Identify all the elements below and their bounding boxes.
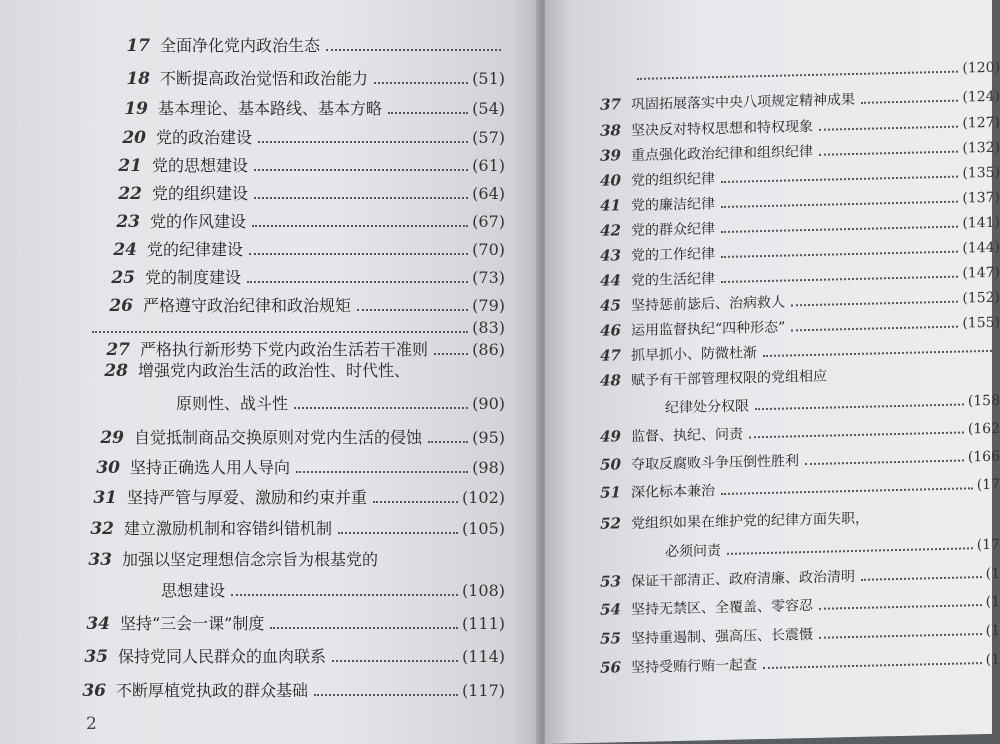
entry-number: 44 bbox=[600, 271, 621, 290]
dot-leader bbox=[721, 487, 973, 495]
entry-number: 52 bbox=[600, 514, 621, 533]
entry-number: 43 bbox=[600, 246, 621, 265]
entry-number: 54 bbox=[600, 600, 621, 619]
entry-page: (95) bbox=[472, 428, 505, 447]
entry-page: (90) bbox=[472, 394, 505, 413]
entry-number: 22 bbox=[118, 184, 142, 204]
entry-number: 50 bbox=[600, 455, 621, 474]
entry-page: (1 bbox=[985, 593, 1000, 611]
toc-entry bbox=[585, 563, 1000, 592]
dot-leader bbox=[805, 459, 964, 465]
entry-number: 53 bbox=[600, 572, 621, 591]
dot-leader bbox=[254, 197, 468, 199]
dot-leader bbox=[749, 431, 964, 438]
entry-page: (144) bbox=[962, 239, 1000, 257]
dot-leader bbox=[338, 532, 458, 534]
dot-leader bbox=[763, 350, 996, 357]
entry-title: 原则性、战斗性 bbox=[176, 394, 289, 413]
entry-number: 28 bbox=[104, 361, 128, 381]
entry-number: 19 bbox=[124, 99, 148, 119]
entry-number: 45 bbox=[600, 296, 621, 315]
toc-entry bbox=[70, 678, 505, 701]
entry-page: (61) bbox=[472, 156, 505, 175]
dot-leader bbox=[727, 547, 973, 555]
dot-leader bbox=[755, 403, 964, 410]
entry-page: (54) bbox=[472, 99, 505, 118]
entry-page: (67) bbox=[472, 212, 505, 231]
toc-entry bbox=[585, 162, 1000, 191]
toc-entry bbox=[585, 362, 1000, 391]
entry-title: 党的政治建设 bbox=[156, 128, 253, 147]
entry-title: 保持党同人民群众的血肉联系 bbox=[118, 647, 327, 666]
toc-entry bbox=[106, 153, 505, 176]
entry-page: (64) bbox=[472, 184, 505, 203]
entry-number: 55 bbox=[600, 629, 621, 648]
dot-leader bbox=[428, 441, 468, 443]
dot-leader bbox=[254, 169, 468, 171]
entry-title: 不断厚植党执政的群众基础 bbox=[116, 681, 309, 700]
entry-page: (135) bbox=[962, 164, 1000, 182]
dot-leader bbox=[294, 407, 468, 409]
dot-leader bbox=[247, 281, 468, 283]
dot-leader bbox=[819, 126, 958, 131]
entry-title: 赋予有干部管理权限的党组相应 bbox=[631, 368, 827, 390]
dot-leader bbox=[721, 201, 958, 208]
entry-title: 党的群众纪律 bbox=[631, 221, 715, 240]
entry-page: (137) bbox=[962, 189, 1000, 207]
entry-title: 党的组织建设 bbox=[152, 184, 249, 203]
toc-entry bbox=[585, 474, 1000, 503]
toc-entry bbox=[99, 265, 505, 288]
toc-entry bbox=[114, 66, 505, 89]
entry-number: 36 bbox=[82, 681, 106, 701]
entry-title: 增强党内政治生活的政治性、时代性、 bbox=[138, 361, 411, 380]
entry-page: (108) bbox=[461, 581, 505, 600]
entry-title: 巩固拓展落实中央八项规定精神成果 bbox=[631, 91, 855, 114]
entry-number: 30 bbox=[96, 458, 120, 478]
toc-entry bbox=[72, 644, 505, 667]
toc-entry bbox=[619, 390, 1000, 419]
toc-entry bbox=[40, 318, 505, 337]
entry-title: 坚持受贿行贿一起查 bbox=[631, 657, 757, 677]
entry-page: (17 bbox=[976, 536, 1000, 554]
entry-page: (166 bbox=[967, 448, 1000, 466]
entry-title: 严格执行新形势下党内政治生活若干准则 bbox=[140, 340, 429, 359]
page-number: 2 bbox=[86, 714, 97, 734]
entry-number: 41 bbox=[600, 196, 621, 215]
dot-leader bbox=[791, 326, 958, 332]
entry-page: (158 bbox=[967, 392, 1000, 410]
entry-page: (141) bbox=[962, 214, 1000, 232]
dot-leader bbox=[721, 251, 958, 258]
entry-title: 党的工作纪律 bbox=[631, 246, 715, 265]
entry-page: (147) bbox=[962, 264, 1000, 282]
entry-page: (1 bbox=[985, 565, 1000, 583]
entry-page: (152) bbox=[962, 289, 1000, 307]
entry-page: (120) bbox=[962, 59, 1000, 77]
entry-number: 39 bbox=[600, 146, 621, 165]
entry-number: 24 bbox=[113, 240, 137, 260]
entry-page: (70) bbox=[472, 240, 505, 259]
entry-number: 46 bbox=[600, 321, 621, 340]
toc-entry bbox=[585, 187, 1000, 216]
dot-leader bbox=[332, 660, 458, 662]
entry-page: (132) bbox=[962, 139, 1000, 157]
entry-number: 18 bbox=[126, 69, 150, 89]
entry-title: 党的纪律建设 bbox=[147, 240, 244, 259]
toc-entry bbox=[585, 86, 1000, 115]
toc-entry bbox=[585, 620, 1000, 649]
entry-title: 不断提高政治觉悟和政治能力 bbox=[160, 69, 369, 88]
toc-entry bbox=[585, 262, 1000, 291]
entry-number: 56 bbox=[600, 658, 621, 677]
entry-title: 纪律处分权限 bbox=[665, 398, 749, 417]
entry-page: (111) bbox=[461, 614, 505, 633]
toc-entry bbox=[585, 505, 1000, 534]
entry-title: 坚持正确选人用人导向 bbox=[130, 458, 291, 477]
toc-entry bbox=[585, 337, 1000, 366]
entry-page: (1 bbox=[985, 622, 1000, 640]
entry-title: 夺取反腐败斗争压倒性胜利 bbox=[631, 453, 799, 474]
toc-entry bbox=[585, 446, 1000, 475]
entry-title: 党的生活纪律 bbox=[631, 271, 715, 290]
entry-number: 37 bbox=[600, 95, 621, 114]
entry-number: 49 bbox=[600, 427, 621, 446]
right-page bbox=[545, 0, 1000, 744]
dot-leader bbox=[721, 226, 958, 233]
entry-page: (102) bbox=[461, 488, 505, 507]
entry-title: 党的制度建设 bbox=[145, 268, 242, 287]
entry-title: 全面净化党内政治生态 bbox=[160, 36, 321, 55]
entry-page: (17 bbox=[976, 476, 1000, 494]
entry-page: (105) bbox=[461, 519, 505, 538]
toc-entry bbox=[81, 485, 505, 508]
entry-title: 坚决反对特权思想和特权现象 bbox=[631, 118, 813, 140]
entry-title: 坚持无禁区、全覆盖、零容忍 bbox=[631, 597, 813, 619]
entry-title: 深化标本兼治 bbox=[631, 483, 715, 502]
dot-leader bbox=[258, 141, 468, 143]
toc-entry bbox=[585, 237, 1000, 266]
entry-title: 监督、执纪、问责 bbox=[631, 426, 743, 446]
entry-title: 党的思想建设 bbox=[152, 156, 249, 175]
entry-number: 23 bbox=[116, 212, 140, 232]
entry-page: (98) bbox=[472, 458, 505, 477]
entry-page: (155) bbox=[962, 314, 1000, 332]
toc-entry bbox=[76, 547, 505, 570]
entry-page: (57) bbox=[472, 128, 505, 147]
toc-entry bbox=[619, 534, 1000, 563]
toc-entry bbox=[585, 60, 1000, 85]
entry-title: 自觉抵制商品交换原则对党内生活的侵蚀 bbox=[134, 428, 423, 447]
entry-number: 51 bbox=[600, 483, 621, 502]
toc-entry bbox=[114, 33, 505, 56]
entry-title: 重点强化政治纪律和组织纪律 bbox=[631, 143, 813, 165]
toc-entry bbox=[585, 649, 1000, 678]
entry-page: (83) bbox=[472, 318, 505, 337]
entry-title: 坚持严管与厚爱、激励和约束并重 bbox=[127, 488, 368, 507]
entry-number: 40 bbox=[600, 171, 621, 190]
dot-leader bbox=[373, 501, 458, 503]
entry-number: 35 bbox=[84, 647, 108, 667]
entry-title: 必须问责 bbox=[665, 543, 721, 561]
dot-leader bbox=[231, 594, 458, 596]
entry-page: (114) bbox=[461, 647, 505, 666]
entry-number: 29 bbox=[100, 428, 124, 448]
dot-leader bbox=[326, 49, 501, 51]
toc-entry bbox=[585, 212, 1000, 241]
entry-number: 20 bbox=[122, 128, 146, 148]
entry-title: 抓早抓小、防微杜渐 bbox=[631, 345, 757, 365]
dot-leader bbox=[252, 225, 468, 227]
entry-title: 坚持惩前毖后、治病救人 bbox=[631, 294, 785, 315]
toc-entry bbox=[130, 391, 505, 414]
entry-title: 思想建设 bbox=[161, 581, 226, 600]
toc-entry bbox=[585, 418, 1000, 447]
dot-leader bbox=[791, 301, 958, 307]
entry-number: 17 bbox=[126, 36, 150, 56]
dot-leader bbox=[721, 276, 958, 283]
dot-leader bbox=[861, 576, 982, 581]
dot-leader bbox=[249, 253, 468, 255]
dot-leader bbox=[819, 604, 982, 610]
entry-title: 运用监督执纪“四种形态” bbox=[631, 319, 786, 340]
entry-title: 加强以坚定理想信念宗旨为根基党的 bbox=[122, 550, 379, 569]
toc-entry bbox=[92, 358, 505, 381]
toc-entry bbox=[110, 125, 505, 148]
dot-leader bbox=[357, 309, 468, 311]
entry-page: (1 bbox=[985, 651, 1000, 669]
entry-title: 保证干部清正、政府清廉、政治清明 bbox=[631, 568, 855, 591]
entry-page: (51) bbox=[472, 69, 505, 88]
entry-number: 25 bbox=[111, 268, 135, 288]
entry-title: 严格遵守政治纪律和政治规矩 bbox=[143, 296, 352, 315]
dot-leader bbox=[92, 331, 468, 333]
entry-number: 26 bbox=[109, 296, 133, 316]
entry-page: (124) bbox=[962, 88, 1000, 106]
entry-title: 坚持重遏制、强高压、长震慑 bbox=[631, 626, 813, 648]
dot-leader bbox=[819, 633, 982, 639]
entry-page: (117) bbox=[461, 681, 505, 700]
toc-entry bbox=[115, 578, 505, 601]
toc-entry bbox=[104, 209, 505, 232]
dot-leader bbox=[434, 353, 468, 355]
entry-number: 42 bbox=[600, 221, 621, 240]
dot-leader bbox=[861, 100, 958, 104]
entry-title: 党的作风建设 bbox=[150, 212, 247, 231]
toc-entry bbox=[585, 287, 1000, 316]
entry-number: 48 bbox=[600, 371, 621, 390]
toc-entry bbox=[585, 137, 1000, 166]
entry-page: (127) bbox=[962, 114, 1000, 132]
dot-leader bbox=[270, 627, 458, 629]
dot-leader bbox=[388, 112, 468, 114]
toc-entry bbox=[585, 312, 1000, 341]
entry-number: 34 bbox=[86, 614, 110, 634]
toc-entry bbox=[88, 425, 505, 448]
entry-number: 33 bbox=[88, 550, 112, 570]
dot-leader bbox=[296, 471, 468, 473]
dot-leader bbox=[637, 71, 958, 80]
entry-number: 21 bbox=[118, 156, 142, 176]
entry-number: 38 bbox=[600, 121, 621, 140]
dot-leader bbox=[819, 151, 958, 156]
entry-title: 基本理论、基本路线、基本方略 bbox=[158, 99, 383, 118]
entry-title: 坚持“三会一课”制度 bbox=[120, 614, 265, 633]
entry-number: 27 bbox=[106, 340, 130, 360]
entry-page: (162 bbox=[967, 420, 1000, 438]
entry-title: 党的廉洁纪律 bbox=[631, 196, 715, 215]
dot-leader bbox=[763, 662, 982, 669]
toc-entry bbox=[84, 455, 505, 478]
dot-leader bbox=[374, 82, 468, 84]
toc-entry bbox=[94, 337, 505, 360]
entry-page: (73) bbox=[472, 268, 505, 287]
toc-entry bbox=[106, 181, 505, 204]
entry-page: (79) bbox=[472, 296, 505, 315]
toc-entry bbox=[74, 611, 505, 634]
entry-number: 32 bbox=[90, 519, 114, 539]
dot-leader bbox=[721, 176, 958, 183]
entry-number: 47 bbox=[600, 346, 621, 365]
entry-page: (86) bbox=[472, 340, 505, 359]
dot-leader bbox=[314, 694, 458, 696]
toc-entry bbox=[97, 293, 505, 316]
entry-title: 党组织如果在维护党的纪律方面失职， bbox=[631, 510, 869, 533]
toc-entry bbox=[101, 237, 505, 260]
toc-entry bbox=[585, 591, 1000, 620]
toc-entry bbox=[585, 112, 1000, 141]
toc-entry bbox=[78, 516, 505, 539]
entry-title: 建立激励机制和容错纠错机制 bbox=[124, 519, 333, 538]
toc-entry bbox=[112, 96, 505, 119]
entry-number: 31 bbox=[93, 488, 117, 508]
entry-title: 党的组织纪律 bbox=[631, 171, 715, 190]
